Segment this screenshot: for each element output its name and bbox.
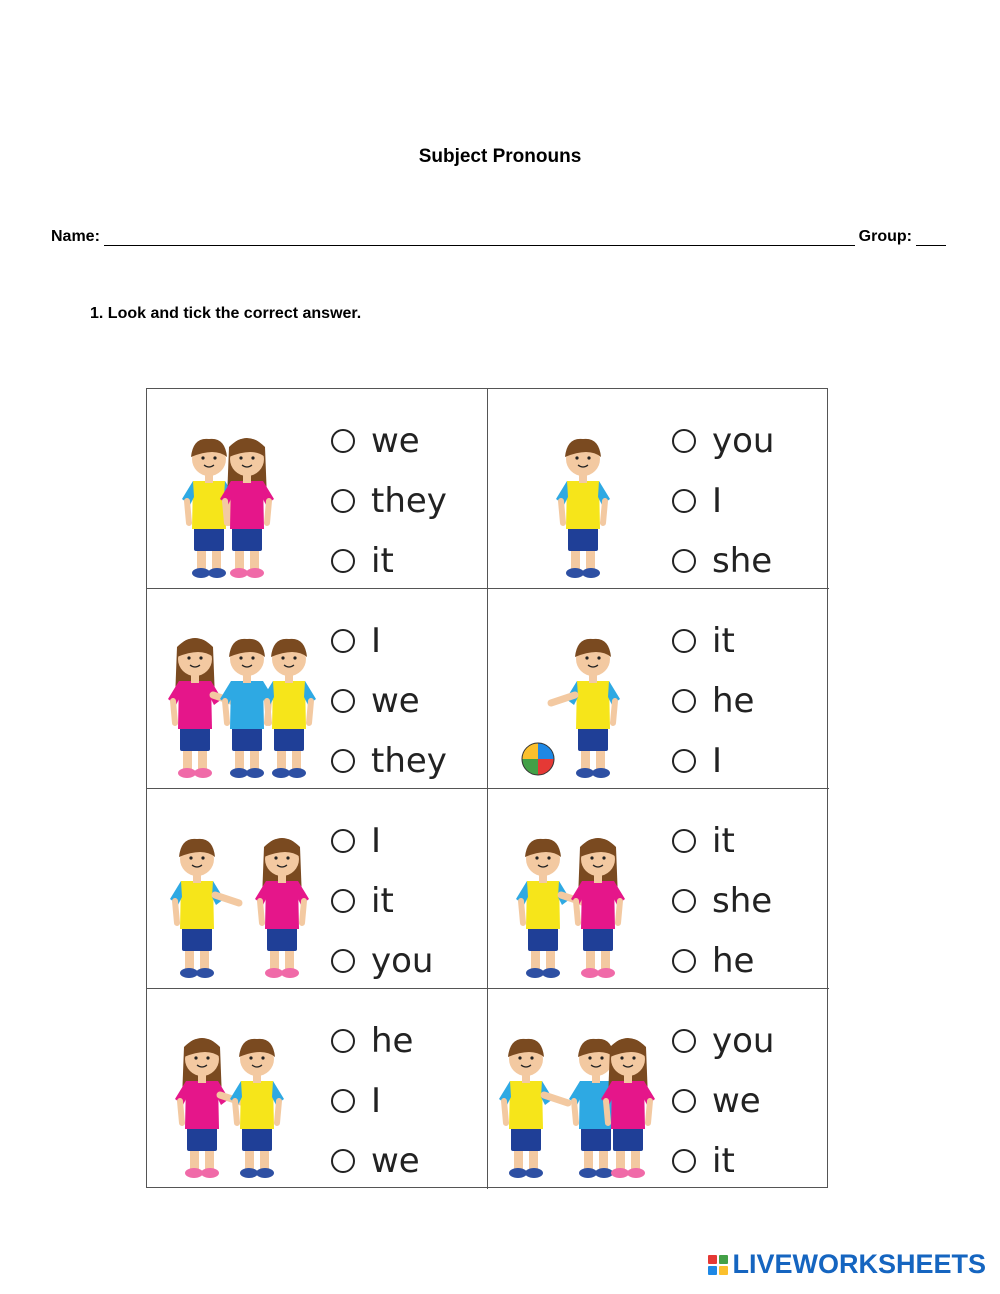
option-word: we bbox=[371, 1141, 420, 1181]
option-word: I bbox=[371, 1081, 382, 1121]
brand-mark-icon bbox=[708, 1255, 728, 1275]
answer-option[interactable] bbox=[331, 871, 433, 931]
option-word: it bbox=[712, 1141, 735, 1181]
radio-button[interactable] bbox=[331, 689, 355, 713]
radio-button[interactable] bbox=[672, 549, 696, 573]
option-word: he bbox=[712, 681, 755, 721]
option-word: it bbox=[371, 881, 394, 921]
boy-figure bbox=[551, 639, 620, 778]
answer-option[interactable] bbox=[672, 611, 754, 671]
option-word: we bbox=[712, 1081, 761, 1121]
option-word: I bbox=[712, 741, 723, 781]
answer-option[interactable] bbox=[672, 471, 774, 531]
radio-button[interactable] bbox=[672, 949, 696, 973]
option-word: I bbox=[712, 481, 723, 521]
kids-picture bbox=[157, 1009, 327, 1179]
option-list bbox=[672, 411, 774, 591]
option-word: he bbox=[371, 1021, 414, 1061]
answer-option[interactable] bbox=[331, 611, 447, 671]
radio-button[interactable] bbox=[672, 889, 696, 913]
answer-option[interactable] bbox=[672, 531, 774, 591]
radio-button[interactable] bbox=[331, 429, 355, 453]
answer-option[interactable] bbox=[672, 811, 772, 871]
kids-picture bbox=[157, 409, 327, 579]
answer-option[interactable] bbox=[331, 731, 447, 791]
boy-figure bbox=[262, 639, 316, 778]
instruction-text: 1. Look and tick the correct answer. bbox=[90, 305, 362, 322]
answer-option[interactable] bbox=[331, 531, 447, 591]
option-word: I bbox=[371, 621, 382, 661]
option-word: they bbox=[371, 481, 447, 521]
option-word: you bbox=[712, 421, 775, 461]
option-word: he bbox=[712, 941, 755, 981]
answer-option[interactable] bbox=[331, 811, 433, 871]
radio-button[interactable] bbox=[672, 1149, 696, 1173]
girl-figure bbox=[571, 838, 625, 978]
option-word: we bbox=[371, 421, 420, 461]
kids-picture bbox=[498, 1009, 668, 1179]
exercise-cell bbox=[488, 989, 829, 1189]
option-word: she bbox=[712, 541, 773, 581]
option-list bbox=[331, 811, 433, 991]
radio-button[interactable] bbox=[331, 889, 355, 913]
exercise-cell bbox=[488, 589, 829, 789]
answer-option[interactable] bbox=[672, 731, 754, 791]
radio-button[interactable] bbox=[672, 629, 696, 653]
radio-button[interactable] bbox=[672, 429, 696, 453]
answer-option[interactable] bbox=[672, 1011, 774, 1071]
exercise-cell bbox=[147, 989, 488, 1189]
girl-figure bbox=[255, 838, 309, 978]
answer-option[interactable] bbox=[331, 931, 433, 991]
option-list bbox=[331, 611, 447, 791]
option-word: you bbox=[712, 1021, 775, 1061]
name-group-row bbox=[51, 228, 946, 246]
girl-figure bbox=[220, 438, 274, 578]
option-word: you bbox=[371, 941, 434, 981]
answer-grid bbox=[146, 388, 828, 1188]
exercise-cell bbox=[147, 389, 488, 589]
answer-option[interactable] bbox=[672, 871, 772, 931]
radio-button[interactable] bbox=[672, 829, 696, 853]
answer-option[interactable] bbox=[331, 671, 447, 731]
radio-button[interactable] bbox=[331, 549, 355, 573]
answer-option[interactable] bbox=[331, 471, 447, 531]
radio-button[interactable] bbox=[331, 489, 355, 513]
worksheet-title: Subject Pronouns bbox=[418, 146, 582, 167]
name-label: Name: bbox=[51, 228, 100, 245]
kids-picture bbox=[157, 609, 327, 779]
option-word: it bbox=[712, 821, 735, 861]
radio-button[interactable] bbox=[672, 689, 696, 713]
group-label: Group: bbox=[858, 228, 912, 245]
radio-button[interactable] bbox=[672, 749, 696, 773]
answer-option[interactable] bbox=[331, 411, 447, 471]
radio-button[interactable] bbox=[672, 1029, 696, 1053]
boy-figure bbox=[170, 839, 239, 978]
liveworksheets-logo bbox=[708, 1249, 986, 1280]
group-field-line[interactable] bbox=[916, 232, 946, 246]
answer-option[interactable] bbox=[331, 1011, 420, 1071]
radio-button[interactable] bbox=[331, 749, 355, 773]
kids-picture bbox=[498, 809, 668, 979]
radio-button[interactable] bbox=[672, 489, 696, 513]
option-list bbox=[672, 811, 772, 991]
option-list bbox=[672, 1011, 774, 1191]
radio-button[interactable] bbox=[331, 1029, 355, 1053]
kids-picture bbox=[498, 609, 668, 779]
option-list bbox=[331, 411, 447, 591]
answer-option[interactable] bbox=[672, 1131, 774, 1191]
radio-button[interactable] bbox=[331, 629, 355, 653]
option-word: it bbox=[712, 621, 735, 661]
radio-button[interactable] bbox=[331, 1149, 355, 1173]
option-list bbox=[672, 611, 754, 791]
exercise-cell bbox=[147, 589, 488, 789]
option-word: I bbox=[371, 821, 382, 861]
option-list bbox=[331, 1011, 420, 1191]
answer-option[interactable] bbox=[672, 931, 772, 991]
boy-figure bbox=[499, 1039, 568, 1178]
radio-button[interactable] bbox=[331, 949, 355, 973]
option-word: it bbox=[371, 541, 394, 581]
answer-option[interactable] bbox=[331, 1071, 420, 1131]
option-word: she bbox=[712, 881, 773, 921]
answer-option[interactable] bbox=[672, 1071, 774, 1131]
brand-text: LIVEWORKSHEETS bbox=[732, 1249, 986, 1279]
option-word: we bbox=[371, 681, 420, 721]
name-field-line[interactable] bbox=[104, 232, 855, 246]
ball-icon bbox=[522, 743, 554, 775]
exercise-cell bbox=[488, 389, 829, 589]
kids-picture bbox=[157, 809, 327, 979]
exercise-cell bbox=[147, 789, 488, 989]
radio-button[interactable] bbox=[672, 1089, 696, 1113]
option-word: they bbox=[371, 741, 447, 781]
boy-figure bbox=[556, 439, 610, 578]
exercise-cell bbox=[488, 789, 829, 989]
answer-option[interactable] bbox=[672, 411, 774, 471]
radio-button[interactable] bbox=[331, 829, 355, 853]
radio-button[interactable] bbox=[331, 1089, 355, 1113]
answer-option[interactable] bbox=[331, 1131, 420, 1191]
kids-picture bbox=[498, 409, 668, 579]
answer-option[interactable] bbox=[672, 671, 754, 731]
boy-figure bbox=[230, 1039, 284, 1178]
